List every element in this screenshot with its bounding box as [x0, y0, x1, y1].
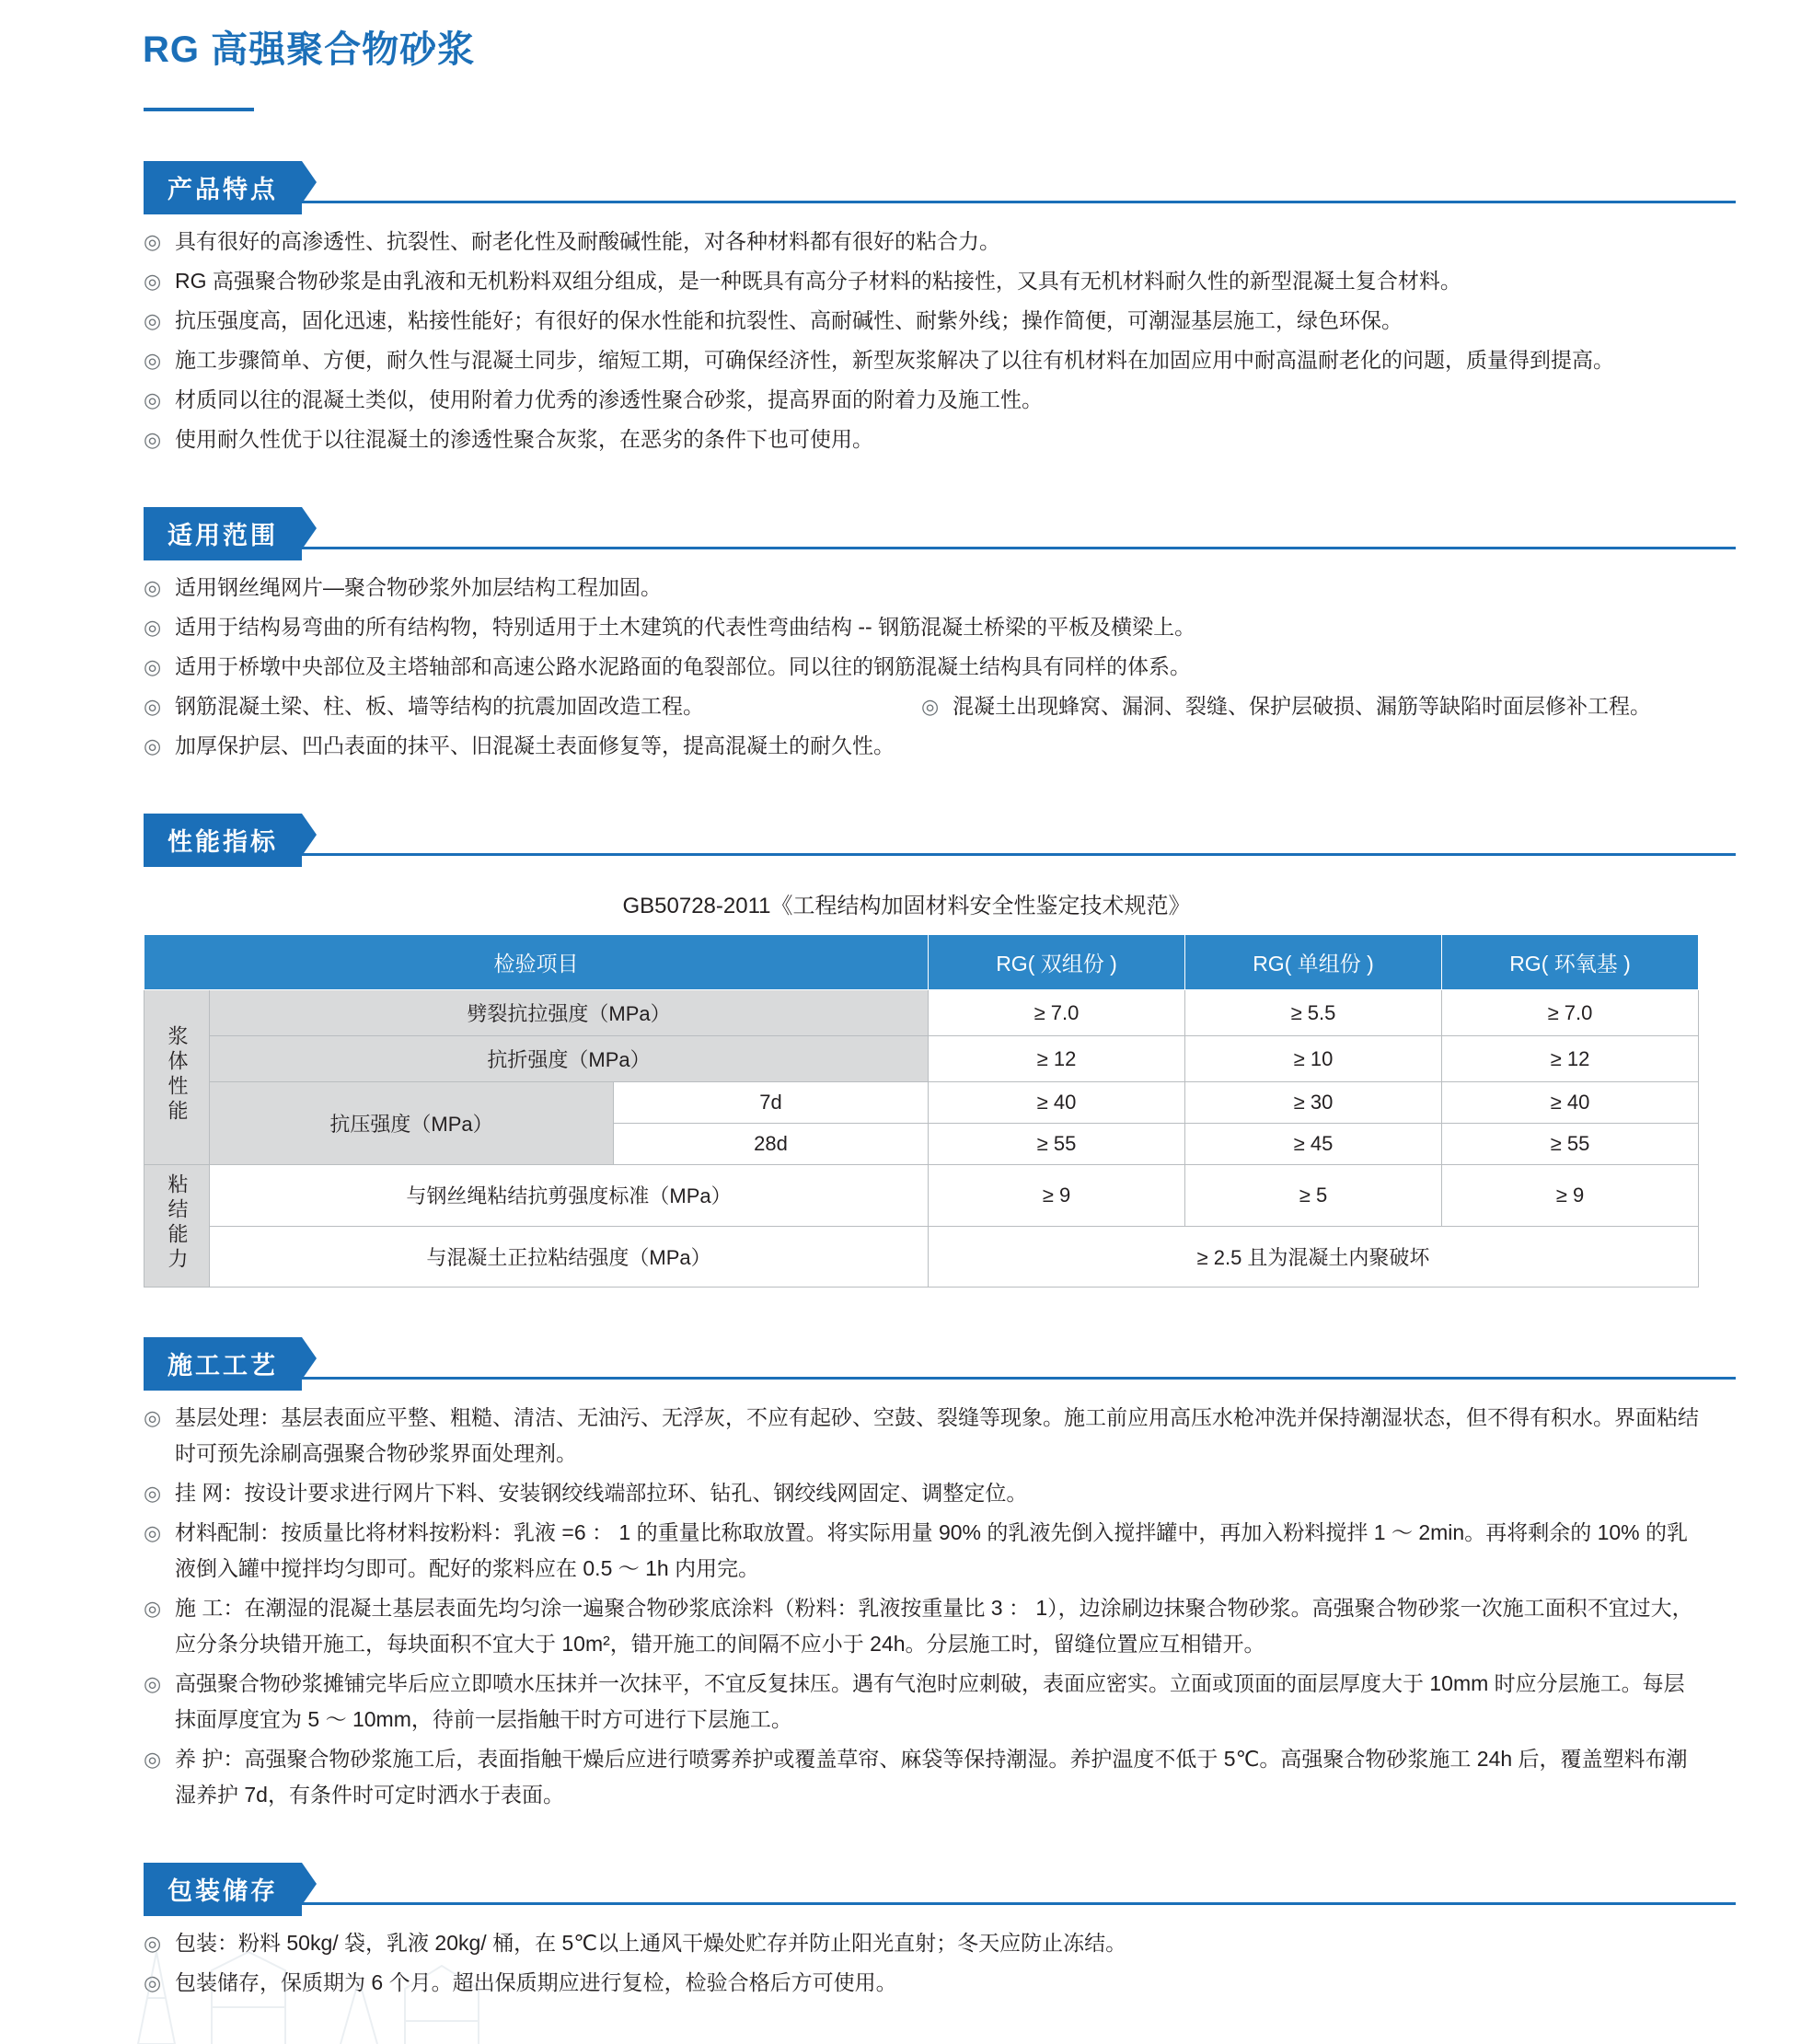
cell-value: ≥ 12: [929, 1036, 1185, 1082]
cell-value: ≥ 10: [1185, 1036, 1442, 1082]
section-rule: [144, 201, 1736, 203]
cell-value: ≥ 9: [929, 1165, 1185, 1227]
section-title-process: 施工工艺: [144, 1337, 302, 1391]
list-item: ◎ 适用钢丝绳网片—聚合物砂浆外加层结构工程加固。: [144, 570, 1699, 606]
cell-value: ≥ 55: [929, 1124, 1185, 1165]
cell-value: ≥ 7.0: [929, 990, 1185, 1036]
cell-value: ≥ 40: [1442, 1082, 1699, 1124]
row-group-label-1: 浆体性能: [144, 990, 210, 1165]
table-row: [144, 1082, 1699, 1124]
cell-value: ≥ 7.0: [1442, 990, 1699, 1036]
list-item: ◎ 适用于桥墩中央部位及主塔轴部和高速公路水泥路面的龟裂部位。同以往的钢筋混凝土结构具有同样的体系。: [144, 649, 1699, 685]
list-item: ◎ 包装储存，保质期为 6 个月。超出保质期应进行复检，检验合格后方可使用。: [144, 1965, 1699, 2001]
cell-item: 抗折强度（MPa）: [210, 1036, 929, 1082]
performance-table: [144, 934, 1699, 1288]
section-title-packaging: 包装储存: [144, 1863, 302, 1916]
scope-list: [144, 570, 1699, 764]
section-header-process: [144, 1337, 1736, 1380]
table-caption: GB50728-2011《工程结构加固材料安全性鉴定技术规范》: [622, 894, 1191, 918]
cell-value: ≥ 5.5: [1185, 990, 1442, 1036]
cell-item: 与混凝土正拉粘结强度（MPa）: [210, 1226, 929, 1288]
list-item: ◎ 养 护：高强聚合物砂浆施工后，表面指触干燥后应进行喷雾养护或覆盖草帘、麻袋等保持潮湿。养护温度不低于 5℃。高强聚合物砂浆施工 24h 后，覆盖塑料布潮湿养护 7d，有条件时可定时洒水于表面。: [144, 1741, 1699, 1813]
table-row: [144, 1165, 1699, 1227]
cell-subitem: 28d: [614, 1124, 929, 1165]
page-title: RG 高强聚合物砂浆: [143, 29, 476, 70]
list-item: ◎ 材料配制：按质量比将材料按粉料：乳液 =6 ： 1 的重量比称取放置。将实际用量 90% 的乳液先倒入搅拌罐中，再加入粉料搅拌 1 ～ 2min。再将剩余的 10% 的乳液倒入罐中搅拌均匀即可。配好的浆料应在 0.5 ～ 1h 内用完。: [144, 1515, 1699, 1587]
list-item: ◎ 混凝土出现蜂窝、漏洞、裂缝、保护层破损、漏筋等缺陷时面层修补工程。: [921, 688, 1699, 724]
list-item: ◎ 加厚保护层、凹凸表面的抹平、旧混凝土表面修复等，提高混凝土的耐久性。: [144, 728, 1699, 764]
section-header-scope: [144, 507, 1736, 549]
section-rule: [144, 1377, 1736, 1380]
list-item: ◎ 材质同以往的混凝土类似，使用附着力优秀的渗透性聚合砂浆，提高界面的附着力及施工性。: [144, 382, 1699, 418]
section-title-features: 产品特点: [144, 161, 302, 214]
cell-value: ≥ 12: [1442, 1036, 1699, 1082]
cell-item: 与钢丝绳粘结抗剪强度标准（MPa）: [210, 1165, 929, 1227]
cell-subitem: 7d: [614, 1082, 929, 1124]
features-list: [144, 224, 1699, 457]
section-rule: [144, 1902, 1736, 1905]
packaging-list: [144, 1925, 1699, 2001]
cell-value: ≥ 9: [1442, 1165, 1699, 1227]
section-rule: [144, 853, 1736, 856]
cell-value: ≥ 5: [1185, 1165, 1442, 1227]
cell-value: ≥ 55: [1442, 1124, 1699, 1165]
cell-item: 劈裂抗拉强度（MPa）: [210, 990, 929, 1036]
cell-value-merged: ≥ 2.5 且为混凝土内聚破坏: [929, 1226, 1699, 1288]
cell-value: ≥ 30: [1185, 1082, 1442, 1124]
list-item: ◎ 包装：粉料 50kg/ 袋，乳液 20kg/ 桶，在 5℃以上通风干燥处贮存并防止阳光直射；冬天应防止冻结。: [144, 1925, 1699, 1961]
table-row: [144, 1226, 1699, 1288]
list-item: ◎ RG 高强聚合物砂浆是由乳液和无机粉料双组分组成，是一种既具有高分子材料的粘接性，又具有无机材料耐久性的新型混凝土复合材料。: [144, 263, 1699, 299]
table-row: [144, 1036, 1699, 1082]
section-rule: [144, 547, 1736, 549]
list-item: ◎ 具有很好的高渗透性、抗裂性、耐老化性及耐酸碱性能，对各种材料都有很好的粘合力。: [144, 224, 1699, 260]
list-item: ◎ 高强聚合物砂浆摊铺完毕后应立即喷水压抹并一次抹平，不宜反复抹压。遇有气泡时应刺破，表面应密实。立面或顶面的面层厚度大于 10mm 时应分层施工。每层抹面厚度宜为 5 ～ 10mm，待前一层指触干时方可进行下层施工。: [144, 1666, 1699, 1738]
table-row: [144, 990, 1699, 1036]
list-item: ◎ 挂 网：按设计要求进行网片下料、安装钢绞线端部拉环、钻孔、钢绞线网固定、调整定位。: [144, 1475, 1699, 1511]
process-list: [144, 1400, 1699, 1813]
section-header-packaging: [144, 1863, 1736, 1905]
section-header-features: [144, 161, 1736, 203]
cell-value: ≥ 45: [1185, 1124, 1442, 1165]
section-title-performance: 性能指标: [144, 814, 302, 867]
scope-pair-row: [144, 688, 1699, 728]
list-item: ◎ 施 工：在潮湿的混凝土基层表面先均匀涂一遍聚合物砂浆底涂料（粉料：乳液按重量比 3 ： 1），边涂刷边抹聚合物砂浆。高强聚合物砂浆一次施工面积不宜过大，应分条分块错开施工，每块面积不宜大于 10m²，错开施工的间隔不应小于 24h。分层施工时，留缝位置应互相错开。: [144, 1590, 1699, 1662]
list-item: ◎ 适用于结构易弯曲的所有结构物，特别适用于土木建筑的代表性弯曲结构 -- 钢筋混凝土桥梁的平板及横梁上。: [144, 609, 1699, 645]
col-header-item: 检验项目: [144, 935, 929, 990]
col-header-v2: RG( 单组份 ): [1185, 935, 1442, 990]
table-header-row: [144, 935, 1699, 990]
section-title-scope: 适用范围: [144, 507, 302, 560]
row-group-label-2: 粘结能力: [144, 1165, 210, 1288]
list-item: ◎ 基层处理：基层表面应平整、粗糙、清洁、无油污、无浮灰，不应有起砂、空鼓、裂缝等现象。施工前应用高压水枪冲洗并保持潮湿状态，但不得有积水。界面粘结时可预先涂刷高强聚合物砂浆界面处理剂。: [144, 1400, 1699, 1472]
list-item: ◎ 钢筋混凝土梁、柱、板、墙等结构的抗震加固改造工程。: [144, 688, 921, 724]
list-item: ◎ 使用耐久性优于以往混凝土的渗透性聚合灰浆，在恶劣的条件下也可使用。: [144, 422, 1699, 457]
col-header-v3: RG( 环氧基 ): [1442, 935, 1699, 990]
title-underline: [144, 108, 254, 111]
list-item: ◎ 施工步骤简单、方便，耐久性与混凝土同步，缩短工期，可确保经济性，新型灰浆解决了以往有机材料在加固应用中耐高温耐老化的问题，质量得到提高。: [144, 342, 1699, 378]
col-header-v1: RG( 双组份 ): [929, 935, 1185, 990]
section-header-performance: [144, 814, 1736, 856]
cell-value: ≥ 40: [929, 1082, 1185, 1124]
list-item: ◎ 抗压强度高，固化迅速，粘接性能好；有很好的保水性能和抗裂性、高耐碱性、耐紫外线；操作简便，可潮湿基层施工，绿色环保。: [144, 303, 1699, 339]
cell-item: 抗压强度（MPa）: [210, 1082, 614, 1165]
